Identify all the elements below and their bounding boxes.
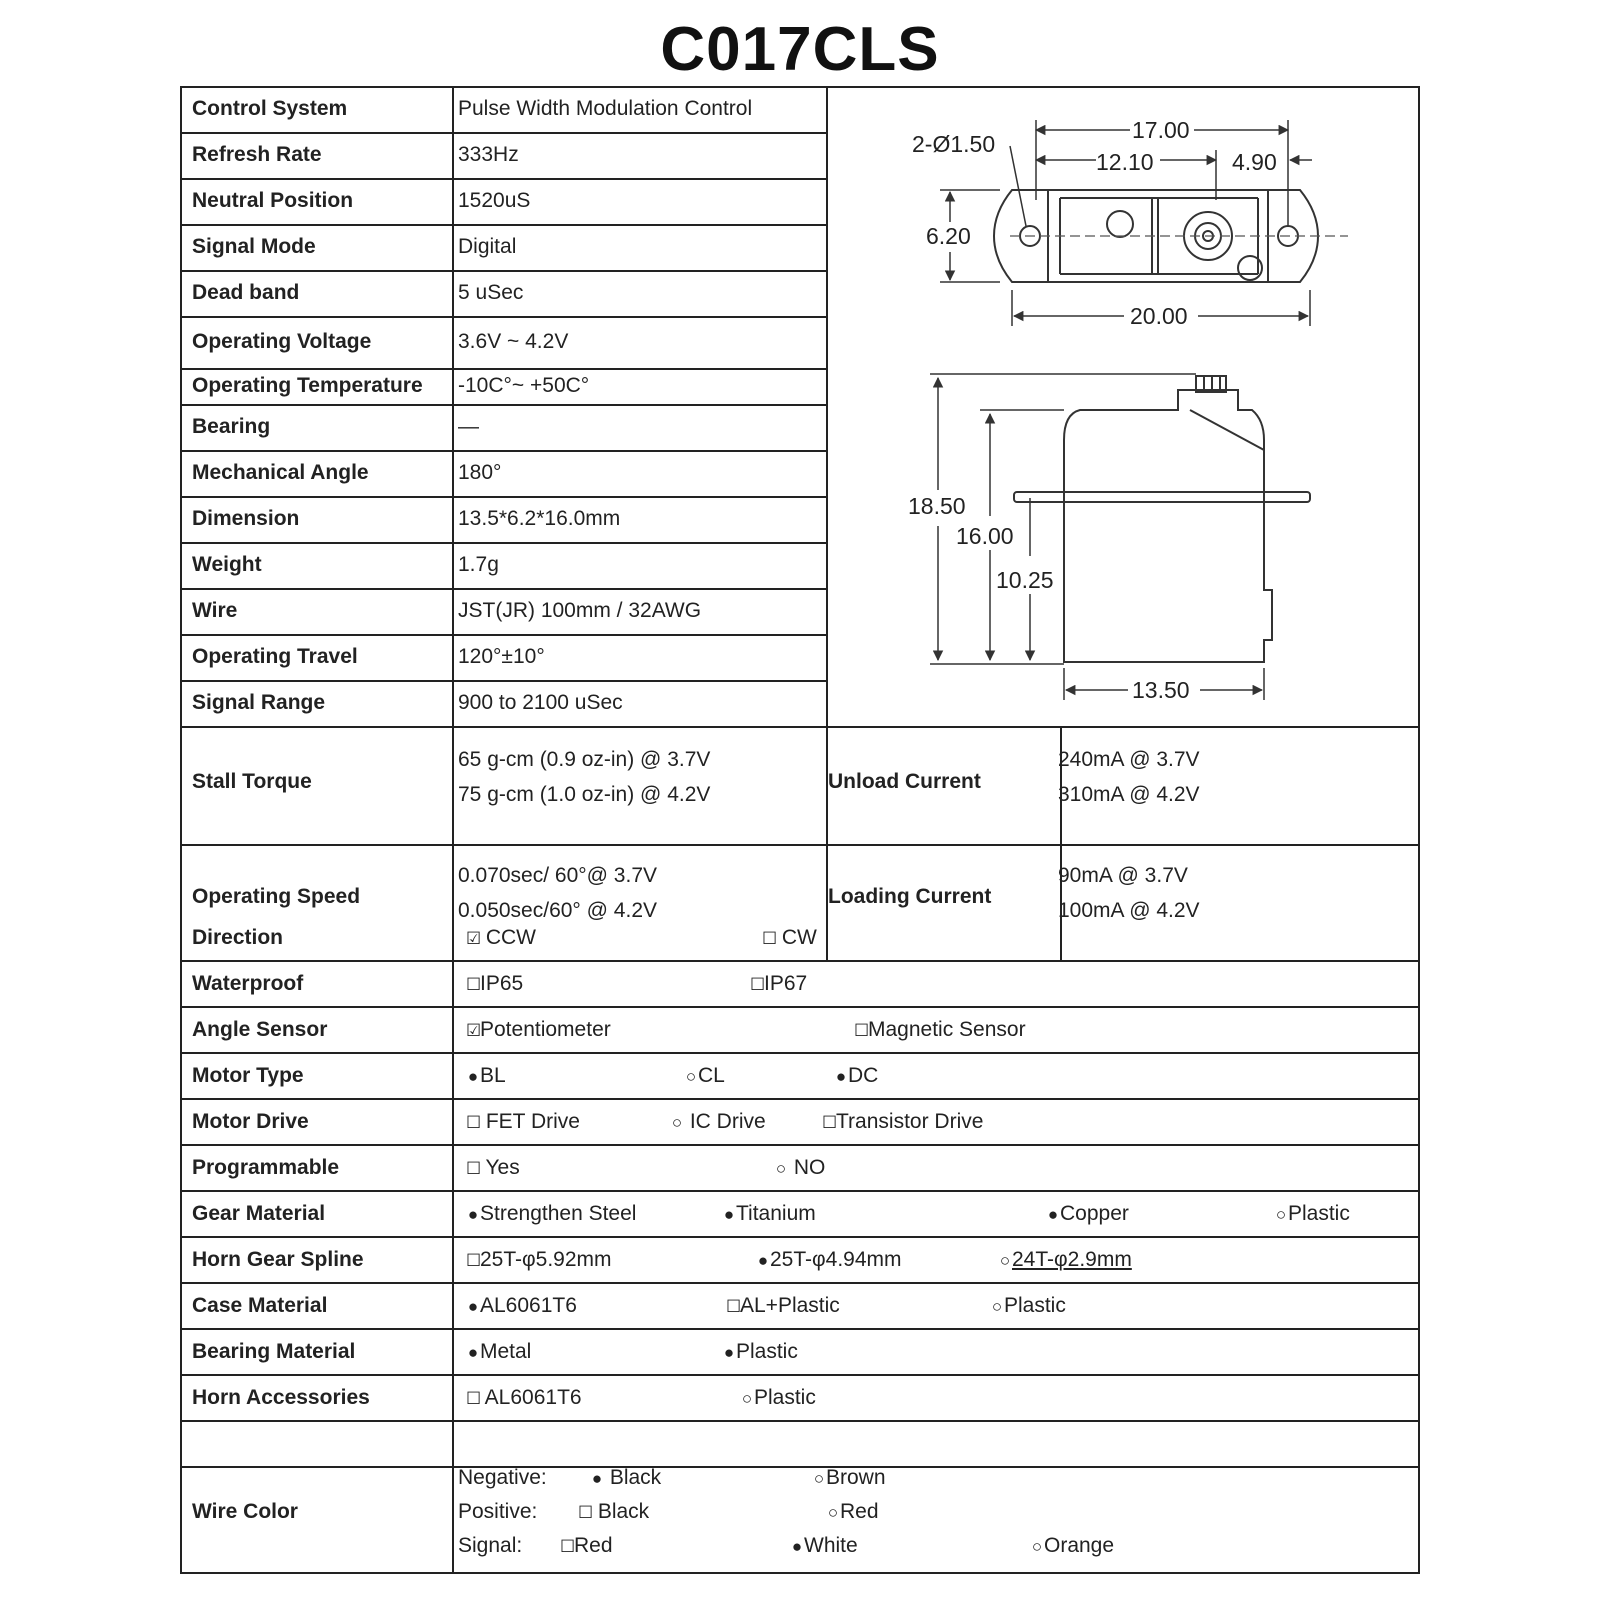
spec-label: Dimension xyxy=(192,507,300,530)
option-text: Transistor Drive xyxy=(836,1110,984,1133)
option-choice[interactable] xyxy=(762,926,817,950)
option-mark-icon: ☑ xyxy=(466,929,482,948)
option-choice[interactable] xyxy=(822,1110,983,1134)
wire-color-choice[interactable] xyxy=(812,1466,886,1490)
option-mark-icon: ● xyxy=(1047,1205,1059,1224)
option-choice[interactable] xyxy=(466,1156,520,1180)
spec-label: Operating Travel xyxy=(192,645,358,668)
top-view-labels xyxy=(912,117,1277,329)
row-divider xyxy=(180,680,828,682)
option-text: Red xyxy=(574,1534,613,1557)
option-text: Black xyxy=(604,1466,662,1489)
wire-row-name: Positive: xyxy=(458,1500,538,1523)
option-label: Direction xyxy=(192,926,284,949)
dimension-label: 10.25 xyxy=(996,567,1054,593)
spec-label: Weight xyxy=(192,553,262,576)
page-title: C017CLS xyxy=(660,15,940,84)
option-text: IP67 xyxy=(764,972,808,995)
row-divider xyxy=(180,404,828,406)
option-text: BL xyxy=(480,1064,506,1087)
row-divider xyxy=(180,270,828,272)
option-mark-icon: ○ xyxy=(999,1251,1011,1270)
spec-label: Dead band xyxy=(192,281,300,304)
loading-current-label: Loading Current xyxy=(828,885,992,908)
option-label: Horn Gear Spline xyxy=(192,1248,364,1271)
row-divider xyxy=(180,1282,1420,1284)
option-label: Horn Accessories xyxy=(192,1386,370,1409)
option-mark-icon: ● xyxy=(467,1297,479,1316)
row-divider xyxy=(180,588,828,590)
row-divider xyxy=(180,1328,1420,1330)
spec-value: Pulse Width Modulation Control xyxy=(458,97,753,120)
dimension-label: 2-Ø1.50 xyxy=(912,131,996,157)
row-divider xyxy=(180,1190,1420,1192)
row-divider xyxy=(180,178,828,180)
row-divider xyxy=(180,450,828,452)
spec-value: 333Hz xyxy=(458,143,519,166)
option-choice[interactable] xyxy=(684,1064,725,1088)
option-mark-icon: ○ xyxy=(813,1469,825,1488)
option-text: White xyxy=(804,1534,858,1557)
spec-value: 13.5*6.2*16.0mm xyxy=(458,507,621,530)
dimension-label: 18.50 xyxy=(908,493,966,519)
option-choice[interactable] xyxy=(670,1110,766,1134)
side-view-labels xyxy=(908,493,1190,703)
row-divider xyxy=(180,368,828,370)
wire-color-label: Wire Color xyxy=(192,1500,298,1523)
row-divider xyxy=(180,960,1420,962)
option-mark-icon: ● xyxy=(757,1251,769,1270)
loading-current-line1: 90mA @ 3.7V xyxy=(1058,864,1188,887)
option-mark-icon: ☐ xyxy=(466,1389,482,1408)
option-text: Black xyxy=(592,1500,650,1523)
option-mark-icon: ☐ xyxy=(822,1113,838,1132)
option-choice[interactable] xyxy=(740,1386,816,1410)
option-mark-icon: ● xyxy=(591,1469,603,1488)
row-divider xyxy=(180,1466,1420,1468)
dimension-label: 6.20 xyxy=(926,223,971,249)
spec-value: Digital xyxy=(458,235,517,258)
option-text: 24T-φ2.9mm xyxy=(1012,1248,1132,1271)
row-divider xyxy=(180,1420,1420,1422)
operating-speed-label: Operating Speed xyxy=(192,885,361,908)
loading-current-line2: 100mA @ 4.2V xyxy=(1058,899,1200,922)
option-choice[interactable] xyxy=(990,1294,1066,1318)
option-text: Plastic xyxy=(1288,1202,1350,1225)
dimension-label: 16.00 xyxy=(956,523,1014,549)
spec-value: -10C°~ +50C° xyxy=(458,374,590,397)
option-text: Orange xyxy=(1044,1534,1115,1557)
row-divider xyxy=(180,634,828,636)
option-text: Plastic xyxy=(736,1340,798,1363)
row-divider xyxy=(180,1374,1420,1376)
row-divider xyxy=(180,224,828,226)
option-text: Brown xyxy=(826,1466,886,1489)
spec-value: 180° xyxy=(458,461,502,484)
unload-current-label: Unload Current xyxy=(828,770,981,793)
option-mark-icon: ○ xyxy=(775,1159,787,1178)
option-mark-icon: ☐ xyxy=(750,975,766,994)
dimension-label: 13.50 xyxy=(1132,677,1190,703)
option-mark-icon: ☐ xyxy=(560,1537,576,1556)
option-choice[interactable] xyxy=(1046,1202,1129,1226)
option-choice[interactable] xyxy=(854,1018,1026,1042)
option-text: CCW xyxy=(480,926,536,949)
spec-value: 1520uS xyxy=(458,189,531,212)
option-mark-icon: ○ xyxy=(1031,1537,1043,1556)
option-text: 25T-φ4.94mm xyxy=(770,1248,902,1271)
option-label: Motor Type xyxy=(192,1064,304,1087)
option-text: NO xyxy=(788,1156,826,1179)
spec-label: Neutral Position xyxy=(192,189,354,212)
spec-value: 3.6V ~ 4.2V xyxy=(458,330,569,353)
spec-label: Signal Mode xyxy=(192,235,316,258)
row-divider xyxy=(180,844,1420,846)
option-choice[interactable] xyxy=(750,972,807,996)
option-choice[interactable] xyxy=(722,1340,798,1364)
option-mark-icon: ● xyxy=(791,1537,803,1556)
row-divider xyxy=(180,1098,1420,1100)
dimension-label: 12.10 xyxy=(1096,149,1154,175)
option-text: IC Drive xyxy=(684,1110,766,1133)
option-choice[interactable] xyxy=(466,1340,531,1364)
spec-label: Bearing xyxy=(192,415,271,438)
option-text: Plastic xyxy=(754,1386,816,1409)
option-choice[interactable] xyxy=(466,1386,582,1410)
unload-current-line1: 240mA @ 3.7V xyxy=(1058,748,1200,771)
option-label: Angle Sensor xyxy=(192,1018,328,1041)
wire-row-name: Negative: xyxy=(458,1466,547,1489)
option-text: AL+Plastic xyxy=(740,1294,840,1317)
option-text: Magnetic Sensor xyxy=(868,1018,1026,1041)
option-text: Metal xyxy=(480,1340,532,1363)
option-choice[interactable] xyxy=(466,1294,577,1318)
option-text: IP65 xyxy=(480,972,524,995)
option-text: Strengthen Steel xyxy=(480,1202,637,1225)
option-choice[interactable] xyxy=(774,1156,825,1180)
spec-label: Operating Voltage xyxy=(192,330,372,353)
option-label: Programmable xyxy=(192,1156,340,1179)
dimension-drawing xyxy=(822,88,1418,728)
option-mark-icon: ☐ xyxy=(854,1021,870,1040)
spec-label: Control System xyxy=(192,97,348,120)
option-mark-icon: ● xyxy=(835,1067,847,1086)
option-mark-icon: ☐ xyxy=(466,1159,482,1178)
option-mark-icon: ☐ xyxy=(578,1503,594,1522)
row-divider xyxy=(180,1052,1420,1054)
option-text: Red xyxy=(840,1500,879,1523)
option-mark-icon: ☐ xyxy=(466,1113,482,1132)
option-mark-icon: ● xyxy=(723,1205,735,1224)
spec-value: 5 uSec xyxy=(458,281,524,304)
unload-current-line2: 310mA @ 4.2V xyxy=(1058,783,1200,806)
option-text: CL xyxy=(698,1064,725,1087)
option-text: Potentiometer xyxy=(480,1018,611,1041)
wire-color-choice[interactable] xyxy=(1030,1534,1114,1558)
option-label: Motor Drive xyxy=(192,1110,309,1133)
option-mark-icon: ○ xyxy=(741,1389,753,1408)
option-mark-icon: ☑ xyxy=(466,1021,482,1040)
wire-color-choice[interactable] xyxy=(578,1500,649,1524)
wire-color-choice[interactable] xyxy=(560,1534,613,1558)
option-choice[interactable] xyxy=(466,1248,612,1272)
option-mark-icon: ○ xyxy=(827,1503,839,1522)
option-mark-icon: ● xyxy=(467,1205,479,1224)
option-choice[interactable] xyxy=(466,1202,636,1226)
row-divider xyxy=(180,1006,1420,1008)
operating-speed-line1: 0.070sec/ 60°@ 3.7V xyxy=(458,864,658,887)
option-text: Yes xyxy=(480,1156,520,1179)
option-choice[interactable] xyxy=(998,1248,1132,1272)
option-choice[interactable] xyxy=(834,1064,878,1088)
wire-row-name: Signal: xyxy=(458,1534,523,1557)
option-mark-icon: ● xyxy=(467,1067,479,1086)
spec-value: JST(JR) 100mm / 32AWG xyxy=(458,599,702,622)
option-mark-icon: ● xyxy=(723,1343,735,1362)
spec-label: Signal Range xyxy=(192,691,326,714)
option-label: Case Material xyxy=(192,1294,328,1317)
option-choice[interactable] xyxy=(466,1064,506,1088)
row-divider xyxy=(180,132,828,134)
option-label: Gear Material xyxy=(192,1202,326,1225)
dimension-label: 17.00 xyxy=(1132,117,1190,143)
row-divider xyxy=(180,1144,1420,1146)
option-choice[interactable] xyxy=(1274,1202,1350,1226)
stall-torque-line1: 65 g-cm (0.9 oz-in) @ 3.7V xyxy=(458,748,711,771)
wire-color-choice[interactable] xyxy=(826,1500,879,1524)
stall-torque-label: Stall Torque xyxy=(192,770,312,793)
option-mark-icon: ○ xyxy=(1275,1205,1287,1224)
row-divider xyxy=(180,496,828,498)
option-text: 25T-φ5.92mm xyxy=(480,1248,612,1271)
spec-value: — xyxy=(458,415,479,438)
option-text: DC xyxy=(848,1064,879,1087)
row-divider xyxy=(180,542,828,544)
spec-label: Wire xyxy=(192,599,238,622)
option-choice[interactable] xyxy=(756,1248,902,1272)
side-view-outline xyxy=(1014,376,1310,662)
option-mark-icon: ○ xyxy=(991,1297,1003,1316)
option-mark-icon: ● xyxy=(467,1343,479,1362)
wire-color-choice[interactable] xyxy=(790,1534,858,1558)
wire-color-choice[interactable] xyxy=(590,1466,661,1490)
spec-value: 1.7g xyxy=(458,553,499,576)
option-mark-icon: ○ xyxy=(685,1067,697,1086)
option-text: Plastic xyxy=(1004,1294,1066,1317)
option-label: Waterproof xyxy=(192,972,304,995)
stall-torque-line2: 75 g-cm (1.0 oz-in) @ 4.2V xyxy=(458,783,711,806)
option-text: Titanium xyxy=(736,1202,816,1225)
option-text: AL6061T6 xyxy=(480,1294,577,1317)
option-mark-icon: ☐ xyxy=(762,929,778,948)
option-text: AL6061T6 xyxy=(480,1386,582,1409)
dimension-label: 4.90 xyxy=(1232,149,1277,175)
spec-value: 120°±10° xyxy=(458,645,545,668)
option-text: CW xyxy=(776,926,817,949)
spec-label: Mechanical Angle xyxy=(192,461,369,484)
column-divider xyxy=(452,86,454,1574)
option-label: Bearing Material xyxy=(192,1340,356,1363)
spec-label: Operating Temperature xyxy=(192,374,423,397)
option-mark-icon: ☐ xyxy=(466,1251,482,1270)
row-divider xyxy=(180,316,828,318)
option-mark-icon: ○ xyxy=(671,1113,683,1132)
option-choice[interactable] xyxy=(466,1110,580,1134)
option-choice[interactable] xyxy=(466,1018,611,1042)
option-choice[interactable] xyxy=(466,926,536,950)
operating-speed-line2: 0.050sec/60° @ 4.2V xyxy=(458,899,658,922)
option-choice[interactable] xyxy=(466,972,523,996)
spec-label: Refresh Rate xyxy=(192,143,322,166)
option-choice[interactable] xyxy=(722,1202,816,1226)
option-mark-icon: ☐ xyxy=(726,1297,742,1316)
option-text: FET Drive xyxy=(480,1110,580,1133)
option-choice[interactable] xyxy=(726,1294,840,1318)
dimension-label: 20.00 xyxy=(1130,303,1188,329)
row-divider xyxy=(180,1236,1420,1238)
option-text: Copper xyxy=(1060,1202,1129,1225)
option-mark-icon: ☐ xyxy=(466,975,482,994)
spec-value: 900 to 2100 uSec xyxy=(458,691,623,714)
